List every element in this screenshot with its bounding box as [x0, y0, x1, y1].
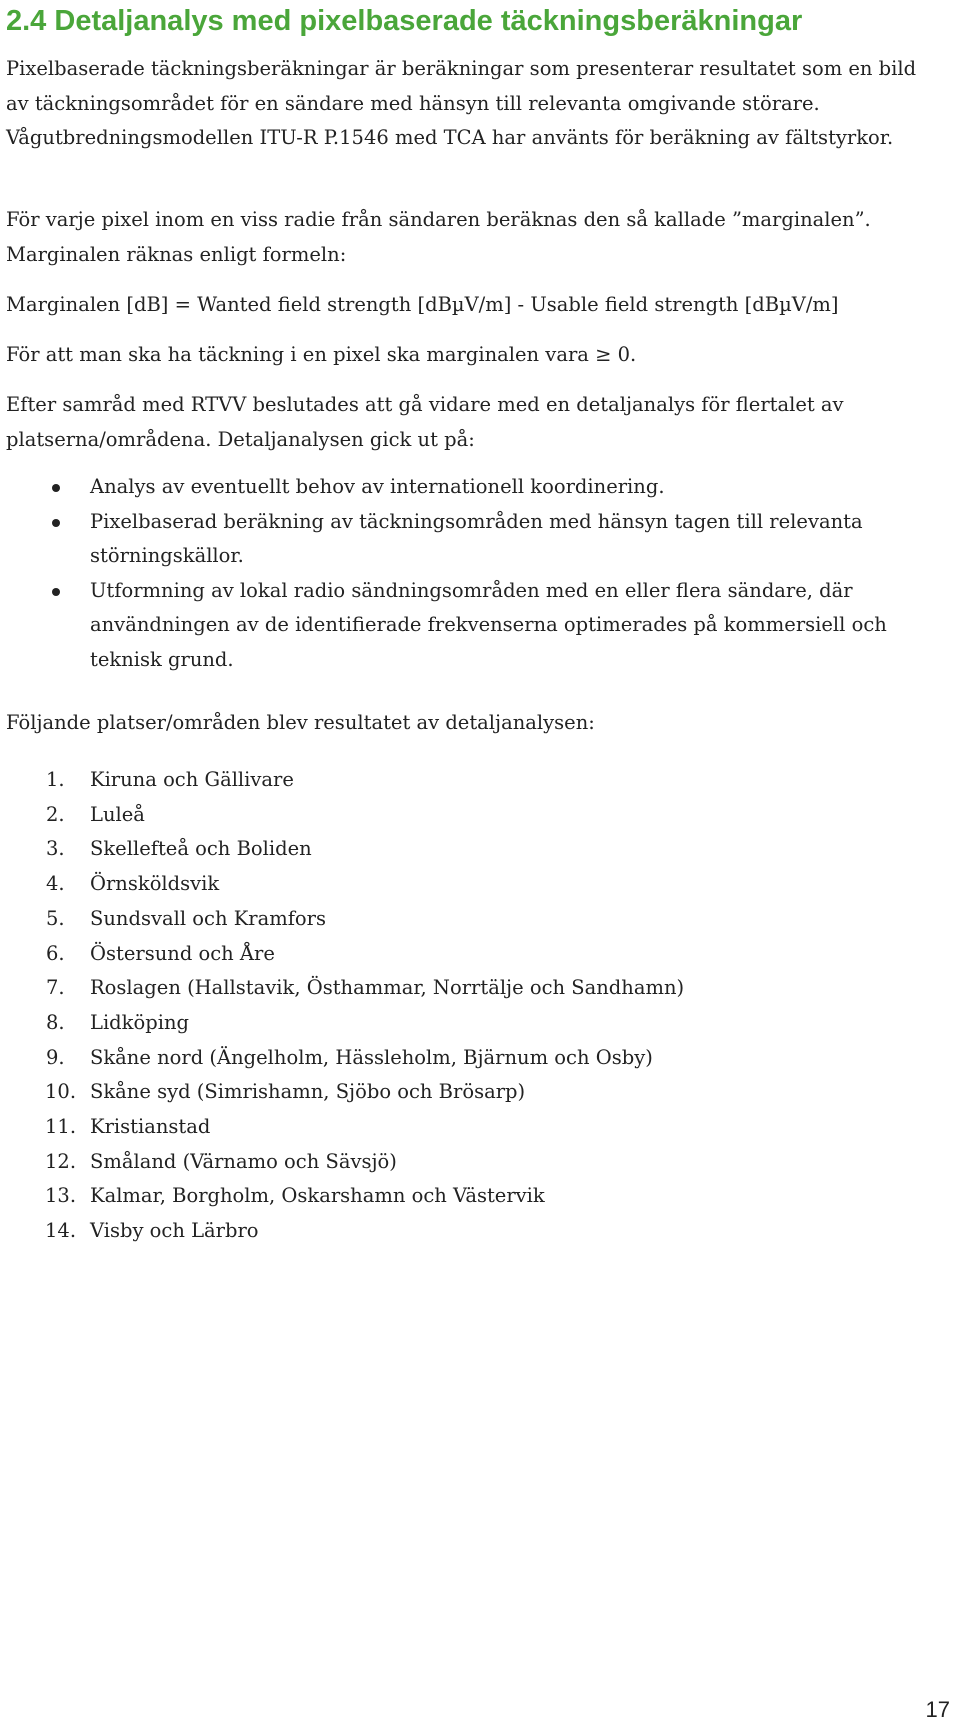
bullet-text: Utformning av lokal radio sändningsområden med en eller flera sändare, där användningen av de identifierade frekvenserna optimerades på kommersiell och teknisk grund. — [90, 578, 887, 671]
list-item — [6, 971, 684, 1006]
list-item — [6, 1145, 684, 1180]
list-item-text: Skellefteå och Boliden — [90, 837, 312, 861]
list-item-text: Skåne syd (Simrishamn, Sjöbo och Brösarp) — [90, 1080, 526, 1104]
list-item — [6, 763, 684, 798]
list-item-text: Kalmar, Borgholm, Oskarshamn och Västervik — [90, 1184, 545, 1208]
bullet-dot-icon — [52, 588, 60, 596]
section-heading: 2.4 Detaljanalys med pixelbaserade täckningsberäkningar — [6, 5, 803, 37]
list-item-number: 10. — [45, 1080, 77, 1104]
bullet-item — [6, 574, 936, 678]
consultation-paragraph: Efter samråd med RTVV beslutades att gå vidare med en detaljanalys för flertalet av platserna/områdena. Detaljanalysen gick ut på: — [6, 393, 844, 451]
list-item-text: Sundsvall och Kramfors — [90, 906, 326, 930]
list-item-number: 14. — [45, 1219, 77, 1243]
list-item — [6, 1041, 684, 1076]
list-item-number: 9. — [46, 1045, 65, 1069]
formula-paragraph: Marginalen [dB] = Wanted field strength [dBµV/m] - Usable field strength [dBµV/m] — [6, 293, 839, 316]
list-item-text: Visby och Lärbro — [90, 1219, 259, 1243]
list-item-number: 12. — [45, 1149, 77, 1173]
bullet-text: Analys av eventuellt behov av internationell koordinering. — [90, 475, 665, 498]
list-item — [6, 1214, 684, 1249]
result-intro-paragraph: Följande platser/områden blev resultatet av detaljanalysen: — [6, 711, 595, 734]
list-item-text: Skåne nord (Ängelholm, Hässleholm, Bjärnum och Osby) — [90, 1045, 653, 1069]
list-item — [6, 867, 684, 902]
list-item-number: 4. — [46, 872, 65, 896]
places-list — [6, 763, 684, 1249]
list-item-text: Örnsköldsvik — [90, 872, 220, 896]
list-item-text: Kristianstad — [90, 1115, 211, 1139]
list-item-text: Roslagen (Hallstavik, Östhammar, Norrtälje och Sandhamn) — [90, 976, 685, 1000]
list-item-text: Luleå — [90, 802, 145, 826]
list-item — [6, 1110, 684, 1145]
margin-intro-paragraph: För varje pixel inom en viss radie från sändaren beräknas den så kallade ”marginalen”. Marginalen räknas enligt formeln: — [6, 208, 871, 266]
intro-paragraph: Pixelbaserade täckningsberäkningar är beräkningar som presenterar resultatet som en bild av täckningsområdet för en sändare med hänsyn till relevanta omgivande störare. Vågutbredningsmodellen ITU-R P.1546 med TCA har använts för beräkning av fältstyrkor. — [6, 57, 917, 149]
list-item — [6, 832, 684, 867]
list-item-text: Lidköping — [90, 1010, 189, 1034]
page-number: 17 — [925, 1697, 950, 1722]
list-item-text: Kiruna och Gällivare — [90, 768, 294, 791]
list-item-number: 2. — [46, 802, 65, 826]
list-item — [6, 1006, 684, 1041]
bullet-dot-icon — [52, 484, 60, 492]
list-item — [6, 937, 684, 972]
list-item — [6, 902, 684, 937]
list-item-number: 8. — [46, 1010, 65, 1034]
list-item-text: Östersund och Åre — [90, 941, 275, 965]
list-item-text: Småland (Värnamo och Sävsjö) — [90, 1149, 397, 1173]
list-item-number: 3. — [46, 837, 65, 861]
bullet-text: Pixelbaserad beräkning av täckningsområden med hänsyn tagen till relevanta störningskällor. — [90, 509, 863, 567]
condition-paragraph: För att man ska ha täckning i en pixel ska marginalen vara ≥ 0. — [6, 343, 637, 366]
list-item-number: 13. — [45, 1184, 77, 1208]
list-item-number: 5. — [46, 906, 65, 930]
bullet-item — [6, 470, 936, 505]
analysis-bullet-list — [6, 470, 936, 677]
list-item-number: 1. — [46, 768, 65, 791]
list-item — [6, 1179, 684, 1214]
bullet-dot-icon — [52, 519, 60, 527]
list-item — [6, 1075, 684, 1110]
bullet-item — [6, 505, 936, 574]
list-item-number: 7. — [46, 976, 65, 1000]
list-item — [6, 798, 684, 833]
list-item-number: 11. — [45, 1115, 77, 1139]
list-item-number: 6. — [46, 941, 65, 965]
